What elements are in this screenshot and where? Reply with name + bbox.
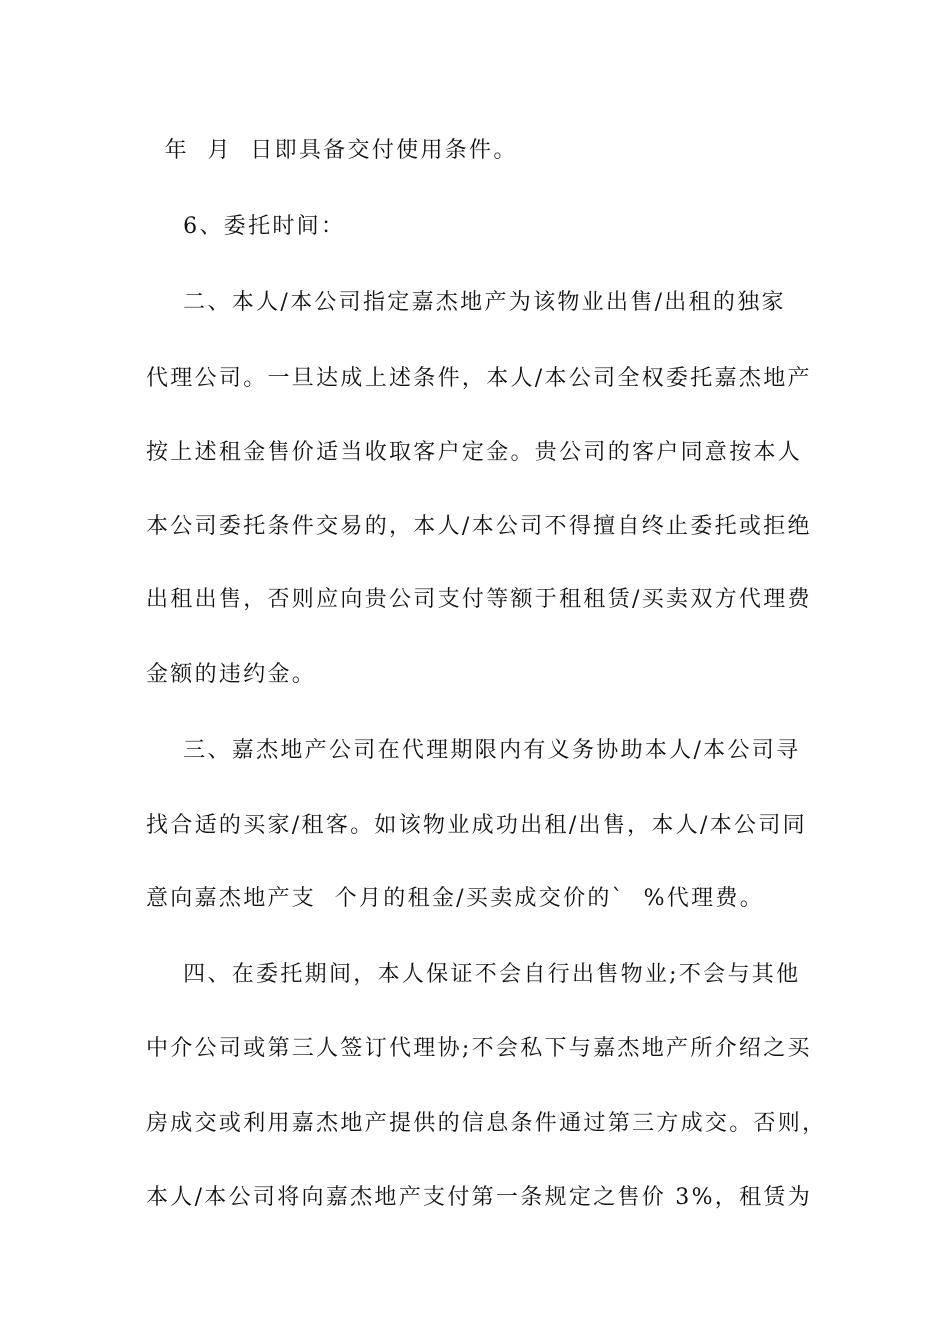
text-line: 二、本人/本公司指定嘉杰地产为该物业出售/出租的独家 xyxy=(146,290,786,315)
text-line: 本公司委托条件交易的，本人/本公司不得擅自终止委托或拒绝 xyxy=(146,514,812,539)
text-line: 房成交或利用嘉杰地产提供的信息条件通过第三方成交。否则， xyxy=(146,1111,827,1136)
text-line: 本人/本公司将向嘉杰地产支付第一条规定之售价 3%，租赁为 xyxy=(146,1185,813,1210)
text-line: 三、嘉杰地产公司在代理期限内有义务协助本人/本公司寻 xyxy=(146,738,801,763)
text-line: 意向嘉杰地产支 个月的租金/买卖成交价的` %代理费。 xyxy=(146,886,764,911)
text-line: 四、在委托期间，本人保证不会自行出售物业;不会与其他 xyxy=(146,962,801,987)
text-line: 中介公司或第三人签订代理协;不会私下与嘉杰地产所介绍之买 xyxy=(146,1036,812,1061)
text-line: 找合适的买家/租客。如该物业成功出租/出售，本人/本公司同 xyxy=(146,813,807,838)
text-line: 年 月 日即具备交付使用条件。 xyxy=(146,138,518,163)
text-line: 出租出售，否则应向贵公司支付等额于租租赁/买卖双方代理费 xyxy=(146,587,812,612)
text-line: 代理公司。一旦达成上述条件，本人/本公司全权委托嘉杰地产 xyxy=(146,366,812,391)
text-line: 金额的违约金。 xyxy=(146,662,317,687)
text-line: 6、委托时间： xyxy=(146,214,346,239)
text-line: 按上述租金售价适当收取客户定金。贵公司的客户同意按本人 xyxy=(146,440,803,465)
